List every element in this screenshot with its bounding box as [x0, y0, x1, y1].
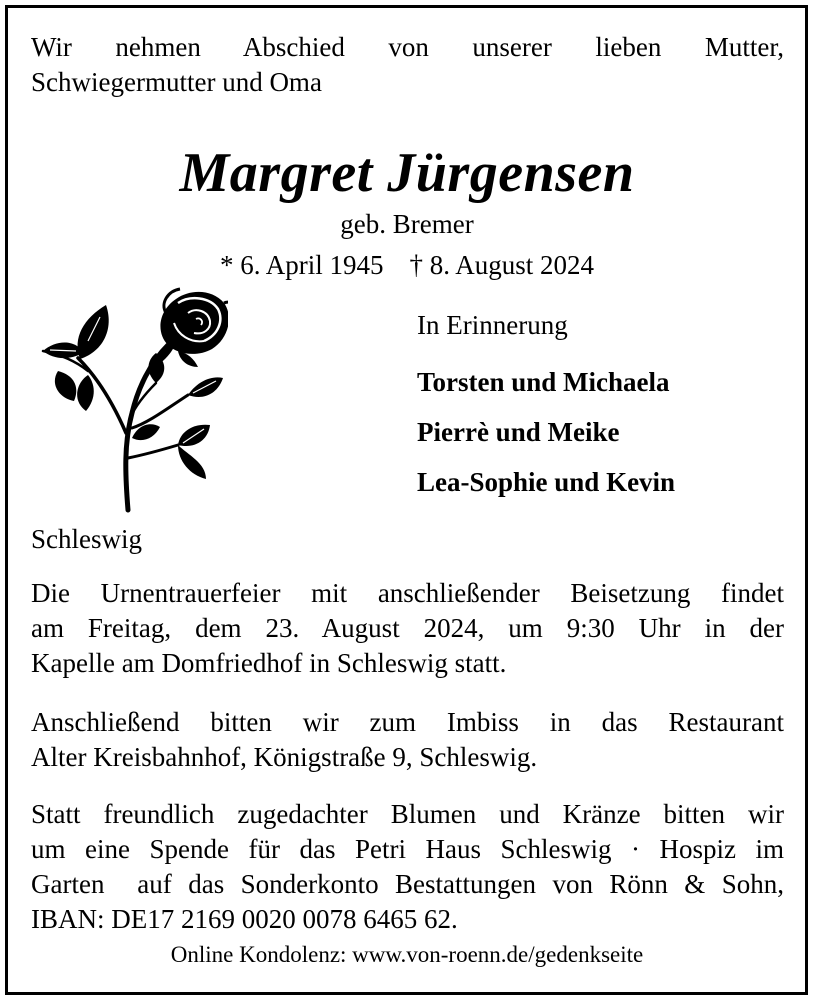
donation-line: IBAN: DE17 2169 0020 0078 6465 62. — [31, 904, 458, 934]
online-condolence: Online Kondolenz: www.von-roenn.de/gedenkseite — [170, 942, 644, 967]
death-date: † 8. August 2024 — [409, 250, 595, 280]
ceremony-line: Die Urnentrauerfeier mit anschließender Beisetzung findet — [31, 578, 784, 608]
memory-heading: In Erinnerung — [417, 310, 568, 340]
place-name: Schleswig — [31, 524, 142, 554]
reception-paragraph — [31, 705, 784, 775]
birth-date: * 6. April 1945 — [219, 250, 384, 280]
donation-line: um eine Spende für das Petri Haus Schleswig · Hospiz im — [31, 834, 784, 864]
reception-line: Anschließend bitten wir zum Imbiss in das Restaurant — [31, 707, 784, 737]
family-member: Torsten und Michaela — [417, 367, 670, 397]
intro-text — [31, 30, 784, 100]
maiden-name: geb. Bremer — [340, 209, 474, 239]
life-dates — [0, 248, 814, 282]
place — [31, 522, 784, 557]
intro-line: Wir nehmen Abschied von unserer lieben Mutter, — [31, 32, 784, 62]
family-member: Lea-Sophie und Kevin — [417, 467, 676, 497]
ceremony-line: Kapelle am Domfriedhof in Schleswig statt. — [31, 648, 507, 678]
ceremony-paragraph — [31, 576, 784, 681]
intro-line: Schwiegermutter und Oma — [31, 67, 322, 97]
donation-line: Statt freundlich zugedachter Blumen und Kränze bitten wir — [31, 799, 784, 829]
donation-paragraph — [31, 797, 784, 937]
family-member: Pierrè und Meike — [417, 417, 620, 447]
reception-line: Alter Kreisbahnhof, Königstraße 9, Schleswig. — [31, 742, 538, 772]
ceremony-line: am Freitag, dem 23. August 2024, um 9:30 Uhr in der — [31, 613, 784, 643]
donation-line: Garten auf das Sonderkonto Bestattungen von Rönn & Sohn, — [31, 869, 784, 899]
deceased-name: Margret Jürgensen — [179, 142, 635, 204]
rose-icon — [28, 283, 228, 513]
family-list — [417, 357, 675, 507]
